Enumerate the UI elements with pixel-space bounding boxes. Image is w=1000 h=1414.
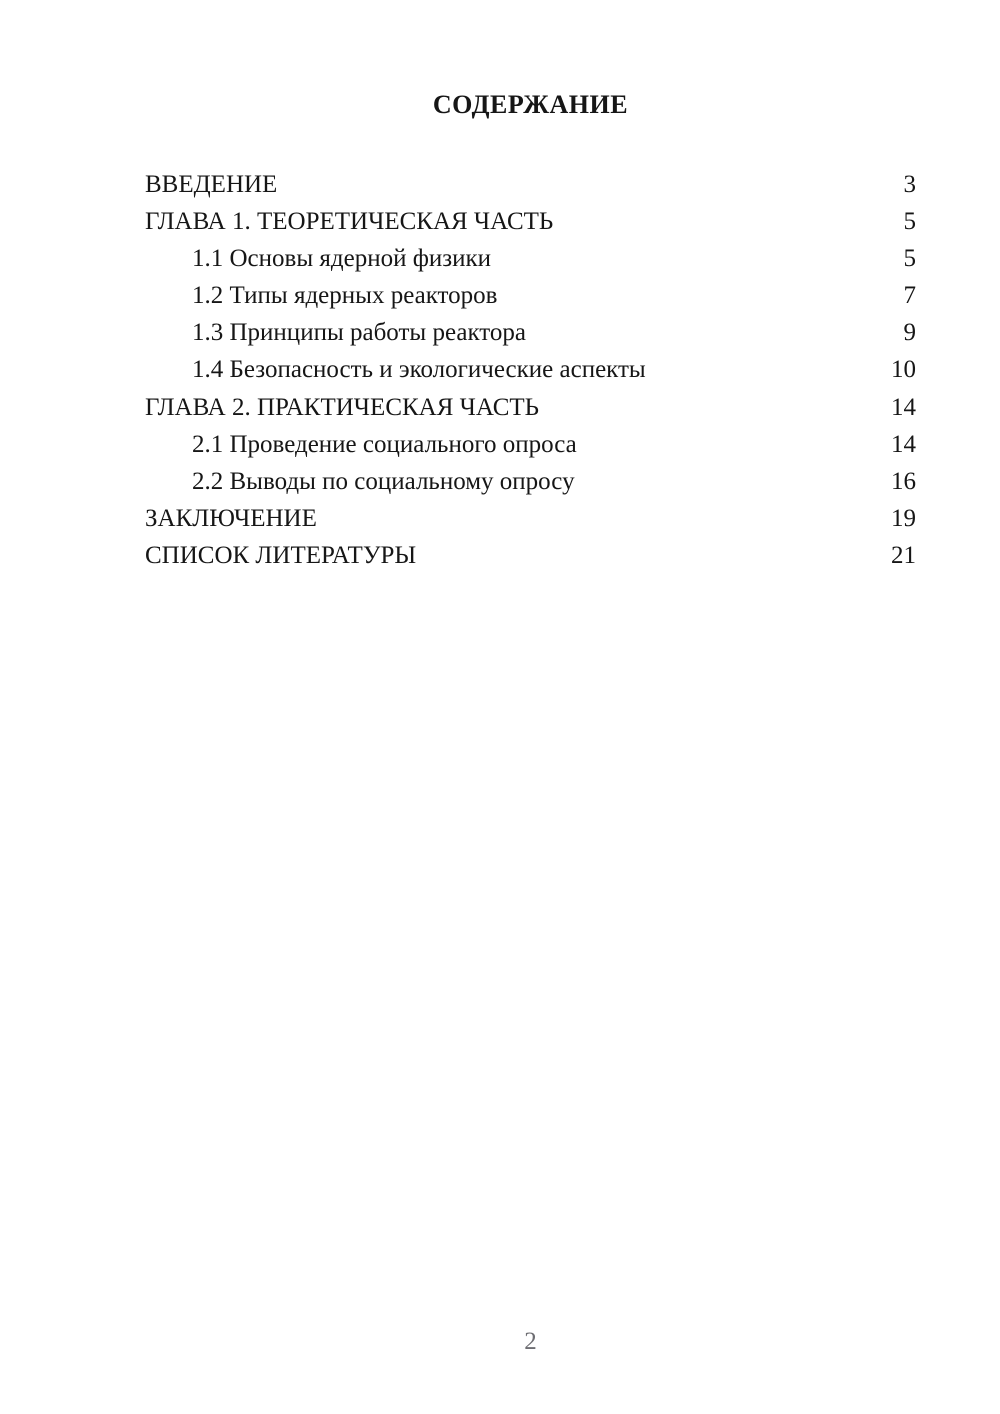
toc-entry-label: 2.2 Выводы по социальному опросу <box>192 467 575 495</box>
toc-entry-label: ГЛАВА 2. ПРАКТИЧЕСКАЯ ЧАСТЬ <box>145 393 540 421</box>
toc-entry-label: СПИСОК ЛИТЕРАТУРЫ <box>145 541 417 569</box>
toc-entry <box>145 277 916 314</box>
toc-entry-page-number: 3 <box>903 171 916 198</box>
toc-entry <box>145 537 916 574</box>
toc-entry-label: 1.1 Основы ядерной физики <box>192 245 492 273</box>
table-of-contents <box>145 166 916 574</box>
toc-entry <box>145 314 916 351</box>
toc-entry <box>145 389 916 426</box>
toc-entry-page-number: 14 <box>891 393 916 421</box>
toc-entry <box>145 463 916 500</box>
toc-entry-page-number: 9 <box>903 319 916 347</box>
toc-entry-page-number: 5 <box>903 245 916 273</box>
page-title: СОДЕРЖАНИЕ <box>432 90 629 119</box>
toc-entry <box>145 351 916 388</box>
toc-entry <box>145 166 916 203</box>
toc-entry-label: 1.3 Принципы работы реактора <box>192 319 526 347</box>
toc-entry-page-number: 5 <box>903 208 916 236</box>
toc-entry-label: ЗАКЛЮЧЕНИЕ <box>145 504 317 532</box>
toc-entry-label: ВВЕДЕНИЕ <box>145 171 278 198</box>
toc-entry <box>145 203 916 240</box>
toc-entry-page-number: 16 <box>891 467 916 495</box>
footer-page-number: 2 <box>524 1328 537 1355</box>
toc-entry-page-number: 7 <box>903 282 916 310</box>
toc-entry-label: ГЛАВА 1. ТЕОРЕТИЧЕСКАЯ ЧАСТЬ <box>145 208 554 236</box>
toc-entry-page-number: 21 <box>891 541 916 569</box>
toc-entry-label: 1.2 Типы ядерных реакторов <box>192 282 498 310</box>
toc-entry <box>145 240 916 277</box>
toc-entry-label: 1.4 Безопасность и экологические аспекты <box>192 356 646 384</box>
toc-entry <box>145 426 916 463</box>
toc-entry-page-number: 19 <box>891 504 916 532</box>
toc-entry-page-number: 14 <box>891 430 916 458</box>
toc-entry-page-number: 10 <box>891 356 916 384</box>
toc-entry-label: 2.1 Проведение социального опроса <box>192 430 577 458</box>
toc-entry <box>145 500 916 537</box>
